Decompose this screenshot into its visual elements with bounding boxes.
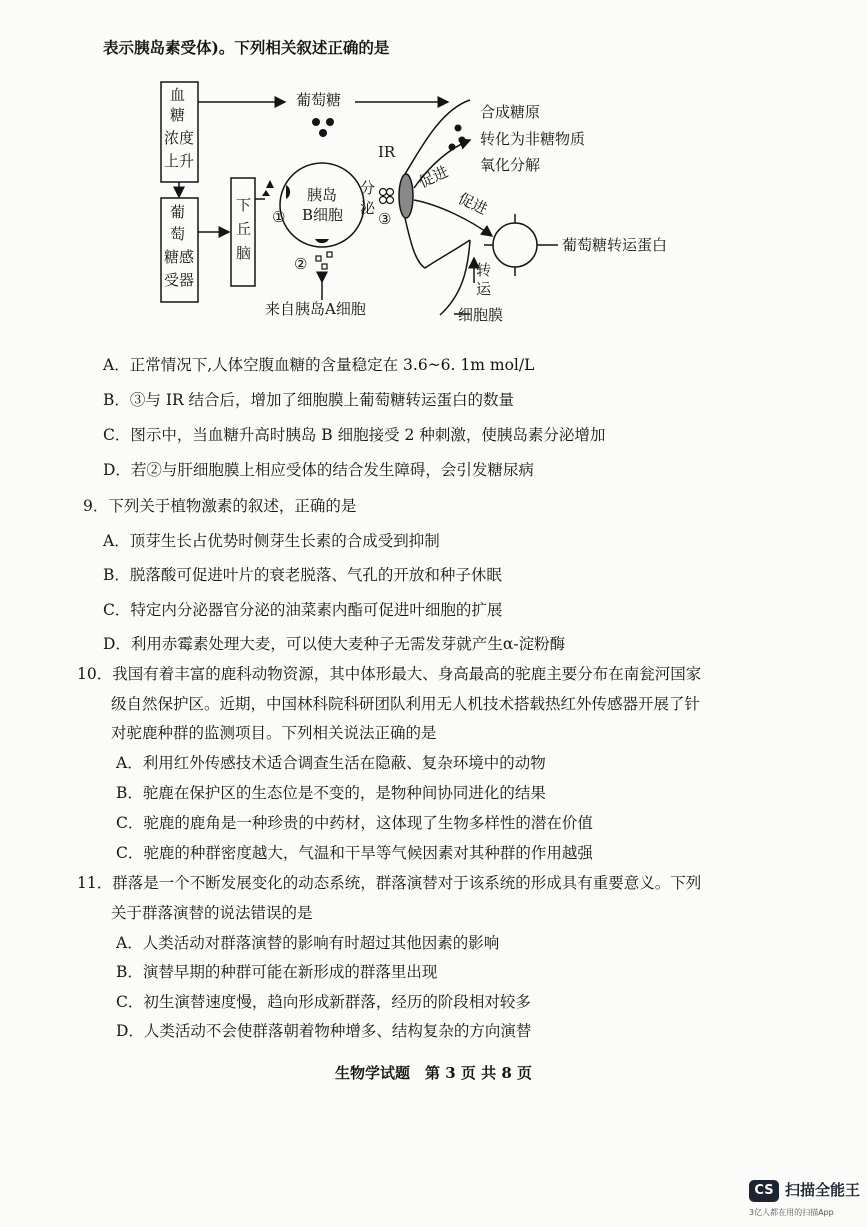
box1-line3: 浓度 [164,129,195,147]
promote-1: 促进 [416,162,451,192]
box2-line2: 萄 [170,225,186,243]
q8-option-a: A．正常情况下,人体空腹血糖的含量稳定在 3.6~6. 1m mol/L [103,356,535,374]
q8-option-b: B．③与 IR 结合后，增加了细胞膜上葡萄糖转运蛋白的数量 [103,391,515,409]
q8-option-c: C．图示中，当血糖升高时胰岛 B 细胞接受 2 种刺激，使胰岛素分泌增加 [103,426,606,444]
q11-option-a: A．人类活动对群落演替的影响有时超过其他因素的影响 [116,934,500,952]
q10-option-c: C．驼鹿的鹿角是一种珍贵的中药材，这体现了生物多样性的潜在价值 [116,814,593,832]
ir-label: IR [378,143,396,161]
q9-stem: 9．下列关于植物激素的叙述，正确的是 [83,497,357,515]
page-footer: 生物学试题 第 3 页 共 8 页 [335,1064,532,1082]
transporter-label: 葡萄糖转运蛋白 [562,236,668,254]
transport-1: 转 [476,261,492,279]
q9-option-b: B．脱落酸可促进叶片的衰老脱落、气孔的开放和种子休眠 [103,566,502,584]
from-alpha-cell: 来自胰岛A细胞 [265,300,366,318]
box2-line3: 糖感 [164,248,195,266]
q9-option-a: A．顶芽生长占优势时侧芽生长素的合成受到抑制 [103,532,440,550]
box1-line4: 上升 [164,152,195,170]
q9-option-d: D．利用赤霉素处理大麦，可以使大麦种子无需发芽就产生α-淀粉酶 [103,635,566,653]
ir-receptor [399,174,413,218]
circle-1: ① [272,208,286,226]
camscanner-logo-icon: CS [749,1180,779,1202]
insulin-regulation-diagram [0,0,867,330]
box1-line2: 糖 [170,106,186,124]
box1-line1: 血 [170,86,186,104]
q9-option-c: C．特定内分泌器官分泌的油菜素内酯可促进叶细胞的扩展 [103,601,503,619]
synth-glycogen: 合成糖原 [480,103,541,121]
q11-option-b: B．演替早期的种群可能在新形成的群落里出现 [116,963,438,981]
transporter-vesicle [493,223,537,267]
box2-line1: 葡 [170,203,186,221]
box2-line4: 受器 [164,271,195,289]
q10-option-d: C．驼鹿的种群密度越大，气温和干旱等气候因素对其种群的作用越强 [116,844,593,862]
cell-label-1: 胰岛 [307,186,338,204]
circle-3: ③ [378,210,392,228]
membrane-label: 细胞膜 [458,306,504,324]
q11-option-c: C．初生演替速度慢，趋向形成新群落，经历的阶段相对较多 [116,993,531,1011]
circle-2: ② [294,255,308,273]
glucose-label: 葡萄糖 [296,91,342,109]
q11-stem-1: 11．群落是一个不断发展变化的动态系统，群落演替对于该系统的形成具有重要意义。下列 [77,874,702,892]
secrete-2: 泌 [360,199,376,217]
q10-option-a: A．利用红外传感技术适合调查生活在隐蔽、复杂环境中的动物 [116,754,546,772]
q10-option-b: B．驼鹿在保护区的生态位是不变的，是物种间协同进化的结果 [116,784,546,802]
q10-stem-1: 10．我国有着丰富的鹿科动物资源，其中体形最大、身高最高的驼鹿主要分布在南瓮河国家 [77,665,702,683]
scanner-app-name: 扫描全能王 [785,1181,861,1199]
q11-option-d: D．人类活动不会使群落朝着物种增多、结构复杂的方向演替 [116,1022,532,1040]
box3-line2: 丘 [236,220,252,238]
question-stem-tail: 表示胰岛素受体)。下列相关叙述正确的是 [103,38,390,57]
promote-2: 促进 [455,189,491,219]
transport-2: 运 [476,280,492,298]
islet-b-cell [280,163,364,247]
q10-stem-3: 对驼鹿种群的监测项目。下列相关说法正确的是 [111,724,437,742]
box3-line1: 下 [236,196,252,214]
q11-stem-2: 关于群落演替的说法错误的是 [111,904,313,922]
cell-label-2: B细胞 [302,206,344,224]
secrete-1: 分 [360,179,376,197]
q10-stem-2: 级自然保护区。近期，中国林科院科研团队利用无人机技术搭载热红外传感器开展了针 [111,695,701,713]
scanner-watermark [745,1176,863,1224]
oxidize: 氧化分解 [480,156,541,174]
convert-nonsugar: 转化为非糖物质 [480,130,586,148]
q8-option-d: D．若②与肝细胞膜上相应受体的结合发生障碍，会引发糖尿病 [103,461,534,479]
box3-line3: 脑 [236,244,252,262]
scanner-tagline: 3亿人都在用的扫描App [749,1208,834,1217]
